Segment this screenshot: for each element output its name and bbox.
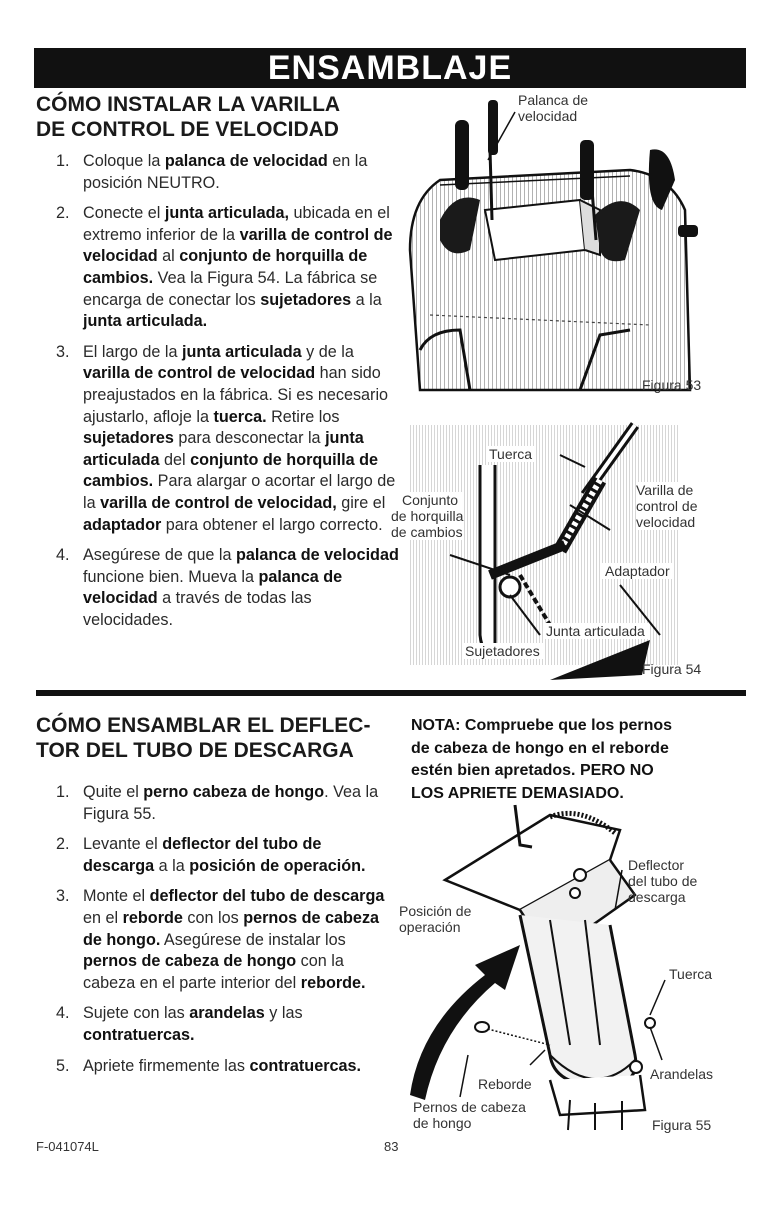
- step-emphasis: varilla de control de velocidad,: [100, 493, 337, 512]
- step-text: Sujete con las: [83, 1004, 190, 1023]
- section-heading-deflector: CÓMO ENSAMBLAR EL DEFLEC- TOR DEL TUBO DE DESCARGA: [36, 714, 371, 762]
- step-number: 3.: [56, 887, 70, 906]
- step-emphasis: palanca de velocidad: [164, 152, 328, 170]
- fig54-label-shift-fork: Conjunto de horquilla de cambios: [391, 492, 464, 540]
- step-text: Apriete firmemente las: [83, 1056, 250, 1075]
- step-text: han sido preajustados en la fábrica. Si es necesario ajustarlo, afloje la: [83, 364, 389, 426]
- step-emphasis: tuerca.: [213, 407, 267, 426]
- step-number: 1.: [56, 152, 70, 170]
- step-item: [52, 342, 400, 536]
- step-item: [52, 151, 400, 194]
- step-number: 4.: [56, 546, 70, 565]
- step-emphasis: pernos de cabeza de hongo.: [83, 908, 380, 949]
- step-emphasis: contratuercas.: [249, 1056, 361, 1075]
- figure-53-illustration: [400, 90, 700, 390]
- step-text: a la: [154, 856, 190, 875]
- fig54-label-adapter: Adaptador: [602, 563, 673, 579]
- fig54-label-joint: Junta articulada: [543, 623, 648, 639]
- step-text: funcione bien. Mueva la: [83, 567, 259, 586]
- figure-54-caption: Figura 54: [642, 661, 702, 677]
- fig54-label-fasteners: Sujetadores: [462, 643, 543, 659]
- step-emphasis: junta articulada.: [83, 312, 208, 331]
- step-text: Monte el: [83, 887, 150, 906]
- step-text: Para alargar o acortar el largo de la: [83, 472, 396, 512]
- step-number: 5.: [56, 1056, 70, 1075]
- step-text: Conecte el: [83, 204, 165, 223]
- step-text: y de la: [301, 342, 354, 361]
- step-emphasis: deflector del tubo de descarga: [83, 835, 322, 875]
- step-item: [52, 545, 400, 631]
- step-emphasis: deflector del tubo de descarga: [149, 887, 385, 906]
- step-item: [52, 1056, 390, 1078]
- step-text: para obtener el largo correcto.: [161, 515, 383, 534]
- document-code: F-041074L: [36, 1139, 99, 1154]
- step-text: del: [159, 450, 191, 469]
- section-divider: [36, 690, 746, 696]
- step-number: 3.: [56, 342, 70, 361]
- step-emphasis: reborde.: [300, 973, 366, 992]
- step-number: 2.: [56, 204, 70, 223]
- step-item: [52, 886, 390, 994]
- step-emphasis: junta articulada: [181, 342, 302, 361]
- step-emphasis: perno cabeza de hongo: [143, 783, 325, 801]
- step-item: [52, 1003, 390, 1046]
- step-item: [52, 834, 390, 877]
- note-mushroom-bolts: NOTA: Compruebe que los pernos de cabeza de hongo en el reborde estén bien apretados. PERO NO LOS APRIETE DEMASIADO.: [411, 717, 673, 802]
- step-number: 1.: [56, 783, 70, 801]
- figure-55-caption: Figura 55: [652, 1117, 712, 1133]
- step-emphasis: pernos de cabeza de hongo: [83, 952, 297, 971]
- step-emphasis: adaptador: [83, 515, 162, 534]
- step-text: El largo de la: [83, 342, 182, 361]
- step-text: Asegúrese de instalar los: [160, 930, 346, 949]
- step-text: Quite el: [83, 783, 144, 801]
- fig55-label-flange: Reborde: [478, 1076, 532, 1092]
- step-text: en la posición NEUTRO.: [83, 152, 368, 192]
- figure-54-illustration: [410, 425, 710, 680]
- fig54-label-nut: Tuerca: [486, 446, 535, 462]
- step-item: [52, 203, 400, 333]
- step-item: [52, 782, 390, 825]
- step-emphasis: junta articulada,: [164, 204, 290, 223]
- fig55-label-washers: Arandelas: [650, 1066, 714, 1082]
- step-text: a la: [351, 290, 382, 309]
- step-emphasis: conjunto de horquilla de cambios.: [83, 450, 379, 491]
- step-text: Vea la Figura 54. La fábrica se encarga de conectar los: [83, 268, 378, 309]
- step-emphasis: junta articulada: [83, 429, 364, 469]
- step-text: gire el: [336, 493, 386, 512]
- step-text: a través de todas las velocidades.: [83, 589, 312, 629]
- step-text: . Vea la Figura 55.: [83, 783, 379, 823]
- fig55-label-mushroom-bolts: Pernos de cabeza de hongo: [413, 1099, 526, 1131]
- step-number: 4.: [56, 1004, 70, 1023]
- step-emphasis: arandelas: [189, 1004, 265, 1023]
- step-emphasis: posición de operación.: [189, 856, 366, 875]
- step-emphasis: sujetadores: [260, 290, 352, 309]
- step-emphasis: contratuercas.: [83, 1025, 195, 1044]
- step-text: y las: [264, 1004, 303, 1023]
- fig53-label-speed-lever: Palanca de velocidad: [518, 92, 589, 124]
- step-text: en el: [83, 908, 123, 927]
- step-emphasis: palanca de velocidad: [83, 567, 343, 608]
- fig55-label-operating-position: Posición de operación: [399, 903, 472, 935]
- fig55-label-deflector: Deflector del tubo de descarga: [628, 857, 698, 905]
- page-title: ENSAMBLAJE: [34, 48, 746, 88]
- step-text: para desconectar la: [173, 429, 326, 448]
- section-heading-speed-rod: CÓMO INSTALAR LA VARILLA DE CONTROL DE VELOCIDAD: [36, 93, 341, 141]
- step-text: Asegúrese de que la: [83, 546, 236, 565]
- step-text: Levante el: [83, 835, 163, 854]
- step-emphasis: varilla de control de velocidad: [83, 225, 393, 266]
- step-text: ubicada en el extremo inferior de la: [83, 204, 390, 244]
- step-text: Retire los: [266, 407, 340, 426]
- page-number: 83: [384, 1139, 399, 1154]
- fig54-label-speed-rod: Varilla de control de velocidad: [636, 482, 698, 530]
- step-number: 2.: [56, 835, 70, 854]
- step-emphasis: sujetadores: [83, 429, 174, 448]
- step-text: Coloque la: [83, 152, 165, 170]
- figure-53-caption: Figura 53: [642, 377, 702, 393]
- step-text: con la cabeza en el parte interior del: [83, 952, 344, 992]
- deflector-steps: [52, 782, 390, 1086]
- step-emphasis: reborde: [122, 908, 183, 927]
- speed-rod-steps: [52, 151, 400, 640]
- step-text: al: [157, 247, 180, 266]
- fig55-label-nut: Tuerca: [669, 966, 713, 982]
- step-emphasis: varilla de control de velocidad: [83, 364, 316, 383]
- step-text: con los: [182, 908, 244, 927]
- step-emphasis: conjunto de horquilla de cambios.: [83, 247, 368, 287]
- step-emphasis: palanca de velocidad: [236, 546, 399, 565]
